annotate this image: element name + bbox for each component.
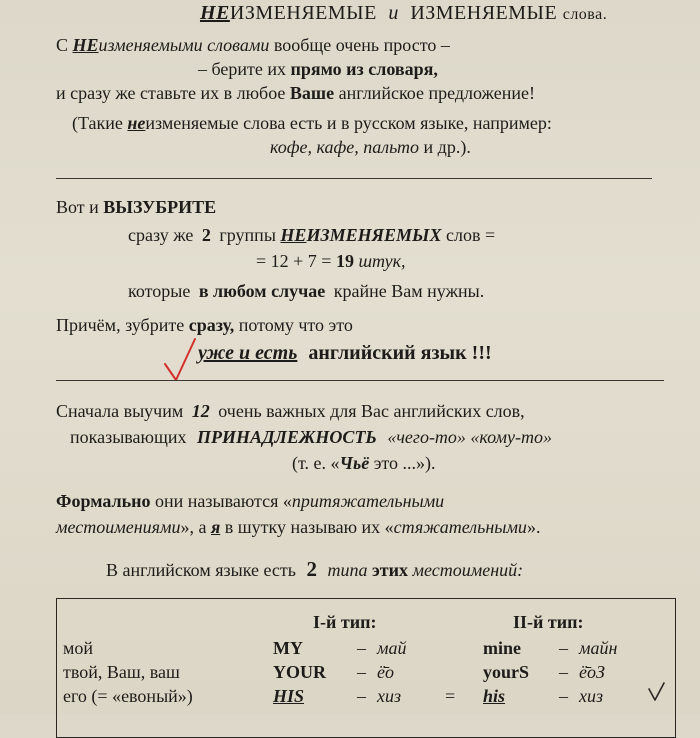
section3-line-4: Формально они называются «притяжательными [56, 491, 445, 511]
section2-line-4: которые в любом случае крайне Вам нужны. [128, 281, 485, 301]
intro-line-2: – берите их прямо из словаря, [198, 59, 438, 79]
section2-line-1: Вот и ВЫЗУБРИТЕ [56, 197, 217, 217]
pronoun-table: I-й тип: II-й тип: мой MY – май mine – майн твой, Ваш, ваш YOUR – ё̄о yourS – ё̄оЗ его (= «евоный») HIS – хиз = his – хиз [56, 598, 676, 738]
intro-line-3: и сразу же ставьте их в любое Ваше английское предложение! [56, 83, 535, 103]
section3-line-5: местоимениями», а я в шутку называю их «стяжательными». [56, 517, 541, 537]
intro-line-4: (Такие неизменяемые слова есть и в русском языке, например: [72, 113, 552, 133]
section3-line-6: В английском языке есть 2 типа этих местоимений: [106, 557, 524, 581]
intro-line-5: кофе, кафе, пальто и др.). [270, 137, 471, 157]
intro-line-1: С НЕизменяемыми словами вообще очень просто – [56, 35, 450, 55]
section3-line-2: показывающих ПРИНАДЛЕЖНОСТЬ «чего-то» «кому-то» [70, 427, 552, 447]
section2-line-6: уже и есть английский язык !!! [198, 342, 492, 364]
section2-line-2: сразу же 2 группы НЕИЗМЕНЯЕМЫХ слов = [128, 225, 496, 245]
section2-line-5: Причём, зубрите сразу, потому что это [56, 315, 353, 335]
table-header-type2: II-й тип: [513, 612, 584, 632]
section3-line-1: Сначала выучим 12 очень важных для Вас английских слов, [56, 401, 525, 421]
red-checkmark-icon [162, 336, 198, 384]
pencil-checkmark-icon [647, 681, 667, 703]
page-title: НЕИЗМЕНЯЕМЫЕ и ИЗМЕНЯЕМЫЕ слова. [200, 2, 608, 24]
section3-line-3: (т. е. «Чьё это ...»). [292, 453, 436, 473]
divider-1 [56, 178, 652, 179]
section2-line-3: = 12 + 7 = 19 штук, [256, 251, 406, 271]
table-header-type1: I-й тип: [313, 612, 377, 632]
divider-2 [56, 380, 664, 381]
